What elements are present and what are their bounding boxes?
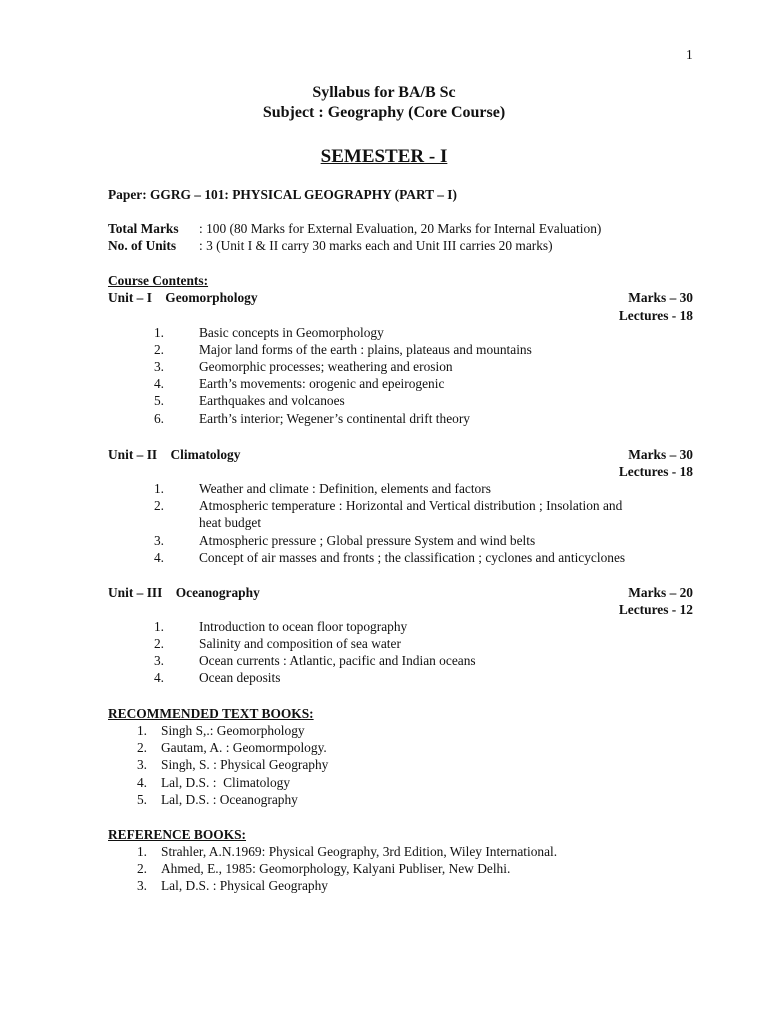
unit-3-heading: Unit – III Oceanography [108, 585, 260, 600]
unit-2-item: Atmospheric pressure ; Global pressure System and wind belts [199, 533, 536, 548]
reference-books-heading: REFERENCE BOOKS: [108, 827, 247, 842]
total-marks-value: : 100 (80 Marks for External Evaluation, 20 Marks for Internal Evaluation) [199, 221, 602, 236]
unit-2-item: Weather and climate : Definition, elements and factors [199, 481, 491, 496]
text-book-item: Lal, D.S. : Oceanography [161, 792, 298, 807]
unit-1-item-number: 2. [153, 342, 164, 357]
unit-2-item-number: 2. [153, 498, 164, 513]
unit-1-marks: Marks – 30 [628, 290, 693, 305]
unit-1-item-number: 3. [153, 359, 164, 374]
unit-1-heading: Unit – I Geomorphology [108, 290, 258, 305]
text-book-number: 5. [136, 792, 147, 807]
unit-2-marks: Marks – 30 [628, 447, 693, 462]
unit-2-item: Atmospheric temperature : Horizontal and Vertical distribution ; Insolation and [199, 498, 623, 513]
unit-2-item: Concept of air masses and fronts ; the classification ; cyclones and anticyclones [199, 550, 626, 565]
semester-heading: SEMESTER - I [320, 146, 448, 167]
unit-1-item-number: 1. [153, 325, 164, 340]
unit-1-item: Earth’s interior; Wegener’s continental drift theory [199, 411, 470, 426]
unit-3-item: Ocean currents : Atlantic, pacific and Indian oceans [199, 653, 476, 668]
text-book-number: 4. [136, 775, 147, 790]
unit-3-item-number: 2. [153, 636, 164, 651]
unit-2-heading: Unit – II Climatology [108, 447, 241, 462]
text-book-item: Gautam, A. : Geomormpology. [161, 740, 327, 755]
num-units-value: : 3 (Unit I & II carry 30 marks each and Unit III carries 20 marks) [199, 238, 553, 253]
unit-2-item-number: 1. [153, 481, 164, 496]
text-book-number: 1. [136, 723, 147, 738]
text-book-number: 3. [136, 757, 147, 772]
unit-1-item: Major land forms of the earth : plains, plateaus and mountains [199, 342, 532, 357]
title-line-1: Syllabus for BA/B Sc [312, 84, 456, 101]
unit-3-item-number: 4. [153, 670, 164, 685]
unit-3-item: Salinity and composition of sea water [199, 636, 401, 651]
unit-3-item: Ocean deposits [199, 670, 281, 685]
text-books-heading: RECOMMENDED TEXT BOOKS: [108, 706, 314, 721]
num-units-label: No. of Units [108, 238, 177, 253]
course-contents-heading: Course Contents: [108, 273, 209, 288]
page-number: 1 [686, 47, 693, 62]
unit-2-lectures: Lectures - 18 [618, 464, 693, 479]
unit-2-item-number: 3. [153, 533, 164, 548]
unit-1-item: Basic concepts in Geomorphology [199, 325, 384, 340]
unit-1-item: Earth’s movements: orogenic and epeirogenic [199, 376, 445, 391]
reference-book-number: 2. [136, 861, 147, 876]
unit-1-lectures: Lectures - 18 [618, 308, 693, 323]
paper-title: Paper: GGRG – 101: PHYSICAL GEOGRAPHY (PART – I) [108, 187, 457, 202]
reference-book-number: 3. [136, 878, 147, 893]
unit-3-marks: Marks – 20 [628, 585, 693, 600]
total-marks-label: Total Marks [108, 221, 179, 236]
reference-book-item: Lal, D.S. : Physical Geography [161, 878, 328, 893]
text-book-item: Singh S,.: Geomorphology [161, 723, 305, 738]
text-book-number: 2. [136, 740, 147, 755]
reference-book-item: Strahler, A.N.1969: Physical Geography, 3rd Edition, Wiley International. [161, 844, 558, 859]
unit-3-lectures: Lectures - 12 [618, 602, 693, 617]
unit-3-item-number: 1. [153, 619, 164, 634]
unit-2-item-continuation: heat budget [199, 515, 262, 530]
reference-book-item: Ahmed, E., 1985: Geomorphology, Kalyani Publiser, New Delhi. [161, 861, 511, 876]
unit-1-item: Geomorphic processes; weathering and erosion [199, 359, 453, 374]
unit-1-item-number: 6. [153, 411, 164, 426]
unit-1-item-number: 5. [153, 393, 164, 408]
text-book-item: Singh, S. : Physical Geography [161, 757, 329, 772]
unit-2-item-number: 4. [153, 550, 164, 565]
unit-3-item: Introduction to ocean floor topography [199, 619, 408, 634]
unit-1-item-number: 4. [153, 376, 164, 391]
unit-1-item: Earthquakes and volcanoes [199, 393, 345, 408]
text-book-item: Lal, D.S. : Climatology [161, 775, 291, 790]
reference-book-number: 1. [136, 844, 147, 859]
unit-3-item-number: 3. [153, 653, 164, 668]
title-line-2: Subject : Geography (Core Course) [262, 104, 506, 121]
